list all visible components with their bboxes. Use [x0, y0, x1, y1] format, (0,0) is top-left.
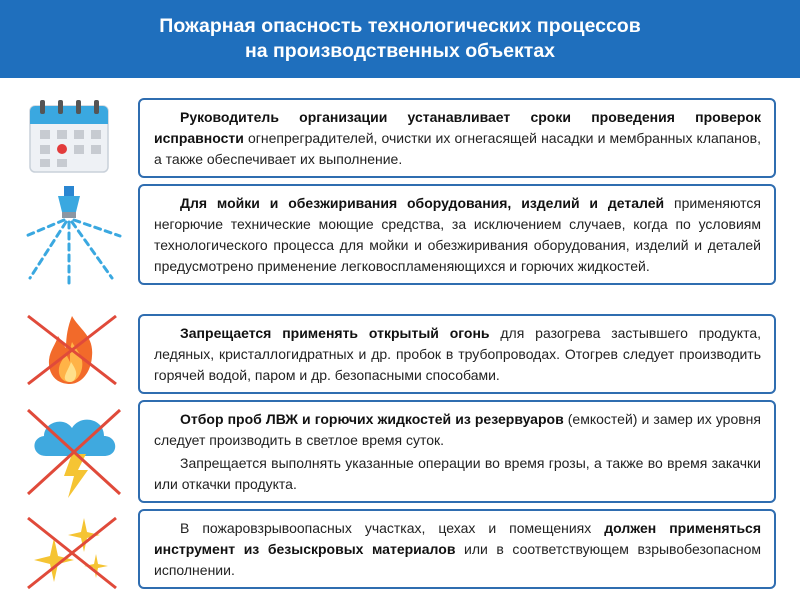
- card-2-text: применяются негорючие технические моющие средства, за исключением случаев, когда по условиям технологического процесса для мойки и обезжиривания оборудования, изделий и деталей предусмотрено применение легковоспламеняющихся и горючих жидкостей.: [154, 195, 761, 274]
- card-3-paragraph: [154, 323, 761, 386]
- card-4-bold: Отбор проб ЛВЖ и горючих жидкостей из резервуаров: [180, 411, 564, 427]
- card-5-text: или в соответствующем взрывобезопасном исполнении.: [154, 541, 762, 578]
- calendar-icon: [24, 98, 114, 176]
- card-1-paragraph: [154, 107, 761, 170]
- info-card-tools: [138, 509, 776, 589]
- card-4-paragraph-2: Запрещается выполнять указанные операции во время грозы, а также во время закачки или откачки продукта.: [154, 455, 761, 492]
- crossed-storm-cloud-icon: [24, 404, 124, 500]
- info-card-open-fire: [138, 314, 776, 394]
- card-2-bold: Для мойки и обезжиривания оборудования, изделий и деталей: [180, 195, 665, 211]
- card-5-paragraph: [154, 518, 761, 581]
- crossed-fire-icon: [24, 312, 120, 388]
- header-banner: [0, 0, 800, 78]
- card-2-paragraph: [154, 193, 761, 277]
- info-card-inspection: [138, 98, 776, 178]
- header-title-line1: Пожарная опасность технологических процессов: [159, 15, 641, 37]
- spray-nozzle-icon: [24, 186, 124, 292]
- card-4-paragraph: [154, 409, 761, 451]
- header-title-line2: на производственных объектах: [244, 40, 556, 62]
- card-4-text: (емкостей) и замер их уровня следует производить в светлое время суток.: [154, 411, 761, 448]
- info-card-washing: [138, 184, 776, 285]
- card-3-bold: Запрещается применять открытый огонь: [180, 325, 490, 341]
- crossed-sparks-icon: [24, 512, 120, 592]
- info-card-sampling: [138, 400, 776, 503]
- card-5-text-pre: В пожаровзрывоопасных участках, цехах и помещениях: [180, 520, 605, 536]
- card-1-bold: Руководитель организации устанавливает сроки проведения проверок исправности: [154, 109, 761, 146]
- card-3-text: для разогрева застывшего продукта, ледяных, кристаллогидратных и др. пробок в трубопроводах. Отогрев следует производить горячей водой, паром и др. безопасными способами.: [154, 325, 762, 383]
- card-5-bold: должен применяться инструмент из безыскровых материалов: [154, 520, 762, 557]
- card-1-text: огнепреградителей, очистки их огнегасящей насадки и мембранных клапанов, а также обеспечивает их выполнение.: [154, 130, 761, 167]
